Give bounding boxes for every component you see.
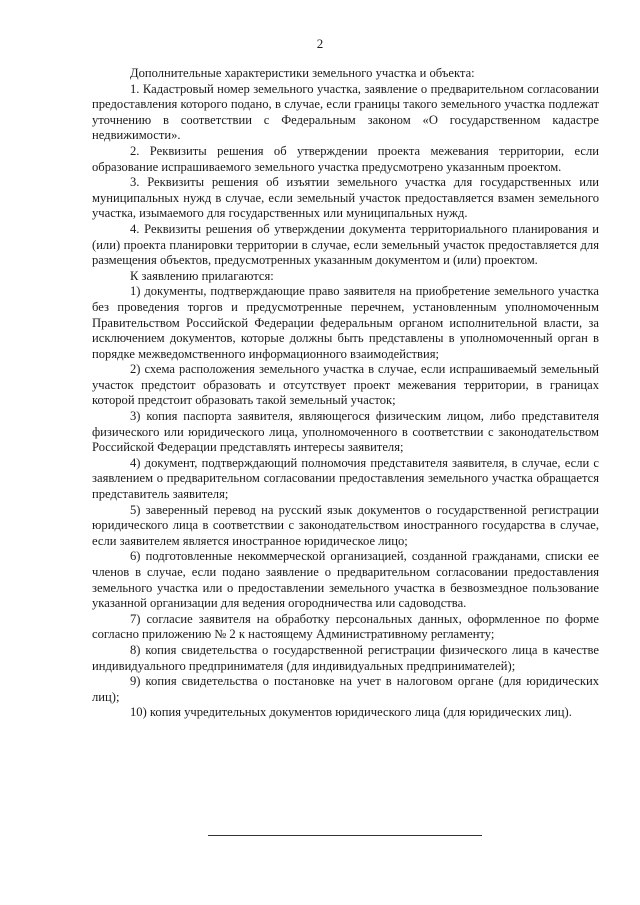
attachment-item-8: 8) копия свидетельства о государственной регистрации физического лица в качестве индивидуального предпринимателя (для индивидуальных предпринимателей);	[92, 642, 599, 673]
attachment-item-5: 5) заверенный перевод на русский язык документов о государственной регистрации юридического лица в соответствии с законодательством иностранного государства в случае, если заявителем является иностранное юридическое лицо;	[92, 502, 599, 548]
attachment-item-6: 6) подготовленные некоммерческой организацией, созданной гражданами, списки ее членов в случае, если подано заявление о предварительном согласовании предоставления земельного участка или о предоставлении земельного участка в безвозмездное пользование указанной организации для ведения огородничества или садоводства.	[92, 549, 599, 611]
page-number: 2	[316, 36, 324, 51]
paragraph-cadastral-number: 1. Кадастровый номер земельного участка, заявление о предварительном согласовании предоставления которого подано, в случае, если границы такого земельного участка подлежат уточнению в соответствии с Федеральным законом «О государственном кадастре недвижимости».	[92, 81, 599, 143]
section-title: Дополнительные характеристики земельного участка и объекта:	[130, 66, 475, 80]
attachment-item-1: 1) документы, подтверждающие право заявителя на приобретение земельного участка без проведения торгов и предусмотренные перечнем, установленным уполномоченным Правительством Российской Федерации федеральным органом исполнительной власти, за исключением документов, которые должны быть представлены в уполномоченный орган в порядке межведомственного информационного взаимодействия;	[92, 284, 599, 361]
attachment-item-3: 3) копия паспорта заявителя, являющегося физическим лицом, либо представителя физического или юридического лица, уполномоченного в соответствии с законодательством Российской Федерации представлять интересы заявителя;	[92, 409, 599, 455]
footer-divider	[208, 835, 482, 836]
paragraph-seizure-decision: 3. Реквизиты решения об изъятии земельного участка для государственных или муниципальных нужд в случае, если земельный участок предоставляется взамен земельного участка, изымаемого для государственных или муниципальных нужд.	[92, 175, 599, 221]
paragraph-planning-document: 4. Реквизиты решения об утверждении документа территориального планирования и (или) проекта планировки территории в случае, если земельный участок предоставляется для размещения объектов, предусмотренных указанным документом и (или) проектом.	[92, 221, 599, 268]
attachment-item-2: 2) схема расположения земельного участка в случае, если испрашиваемый земельный участок предстоит образовать и отсутствует проект межевания территории, в границах которой предстоит образовать такой земельный участок;	[92, 362, 599, 408]
paragraph-survey-project: 2. Реквизиты решения об утверждении проекта межевания территории, если образование испрашиваемого земельного участка предусмотрено указанным проектом.	[92, 143, 599, 174]
attachment-item-7: 7) согласие заявителя на обработку персональных данных, оформленное по форме согласно приложению № 2 к настоящему Административному регламенту;	[92, 611, 599, 642]
attachment-item-9: 9) копия свидетельства о постановке на учет в налоговом органе (для юридических лиц);	[92, 674, 599, 704]
document-body	[92, 66, 599, 721]
attachment-item-4: 4) документ, подтверждающий полномочия представителя заявителя, в случае, если с заявлением о предварительном согласовании предоставления земельного участка обращается представитель заявителя;	[92, 455, 599, 502]
attachments-heading: К заявлению прилагаются:	[130, 268, 274, 283]
attachment-item-10: 10) копия учредительных документов юридического лица (для юридических лиц).	[130, 705, 572, 720]
